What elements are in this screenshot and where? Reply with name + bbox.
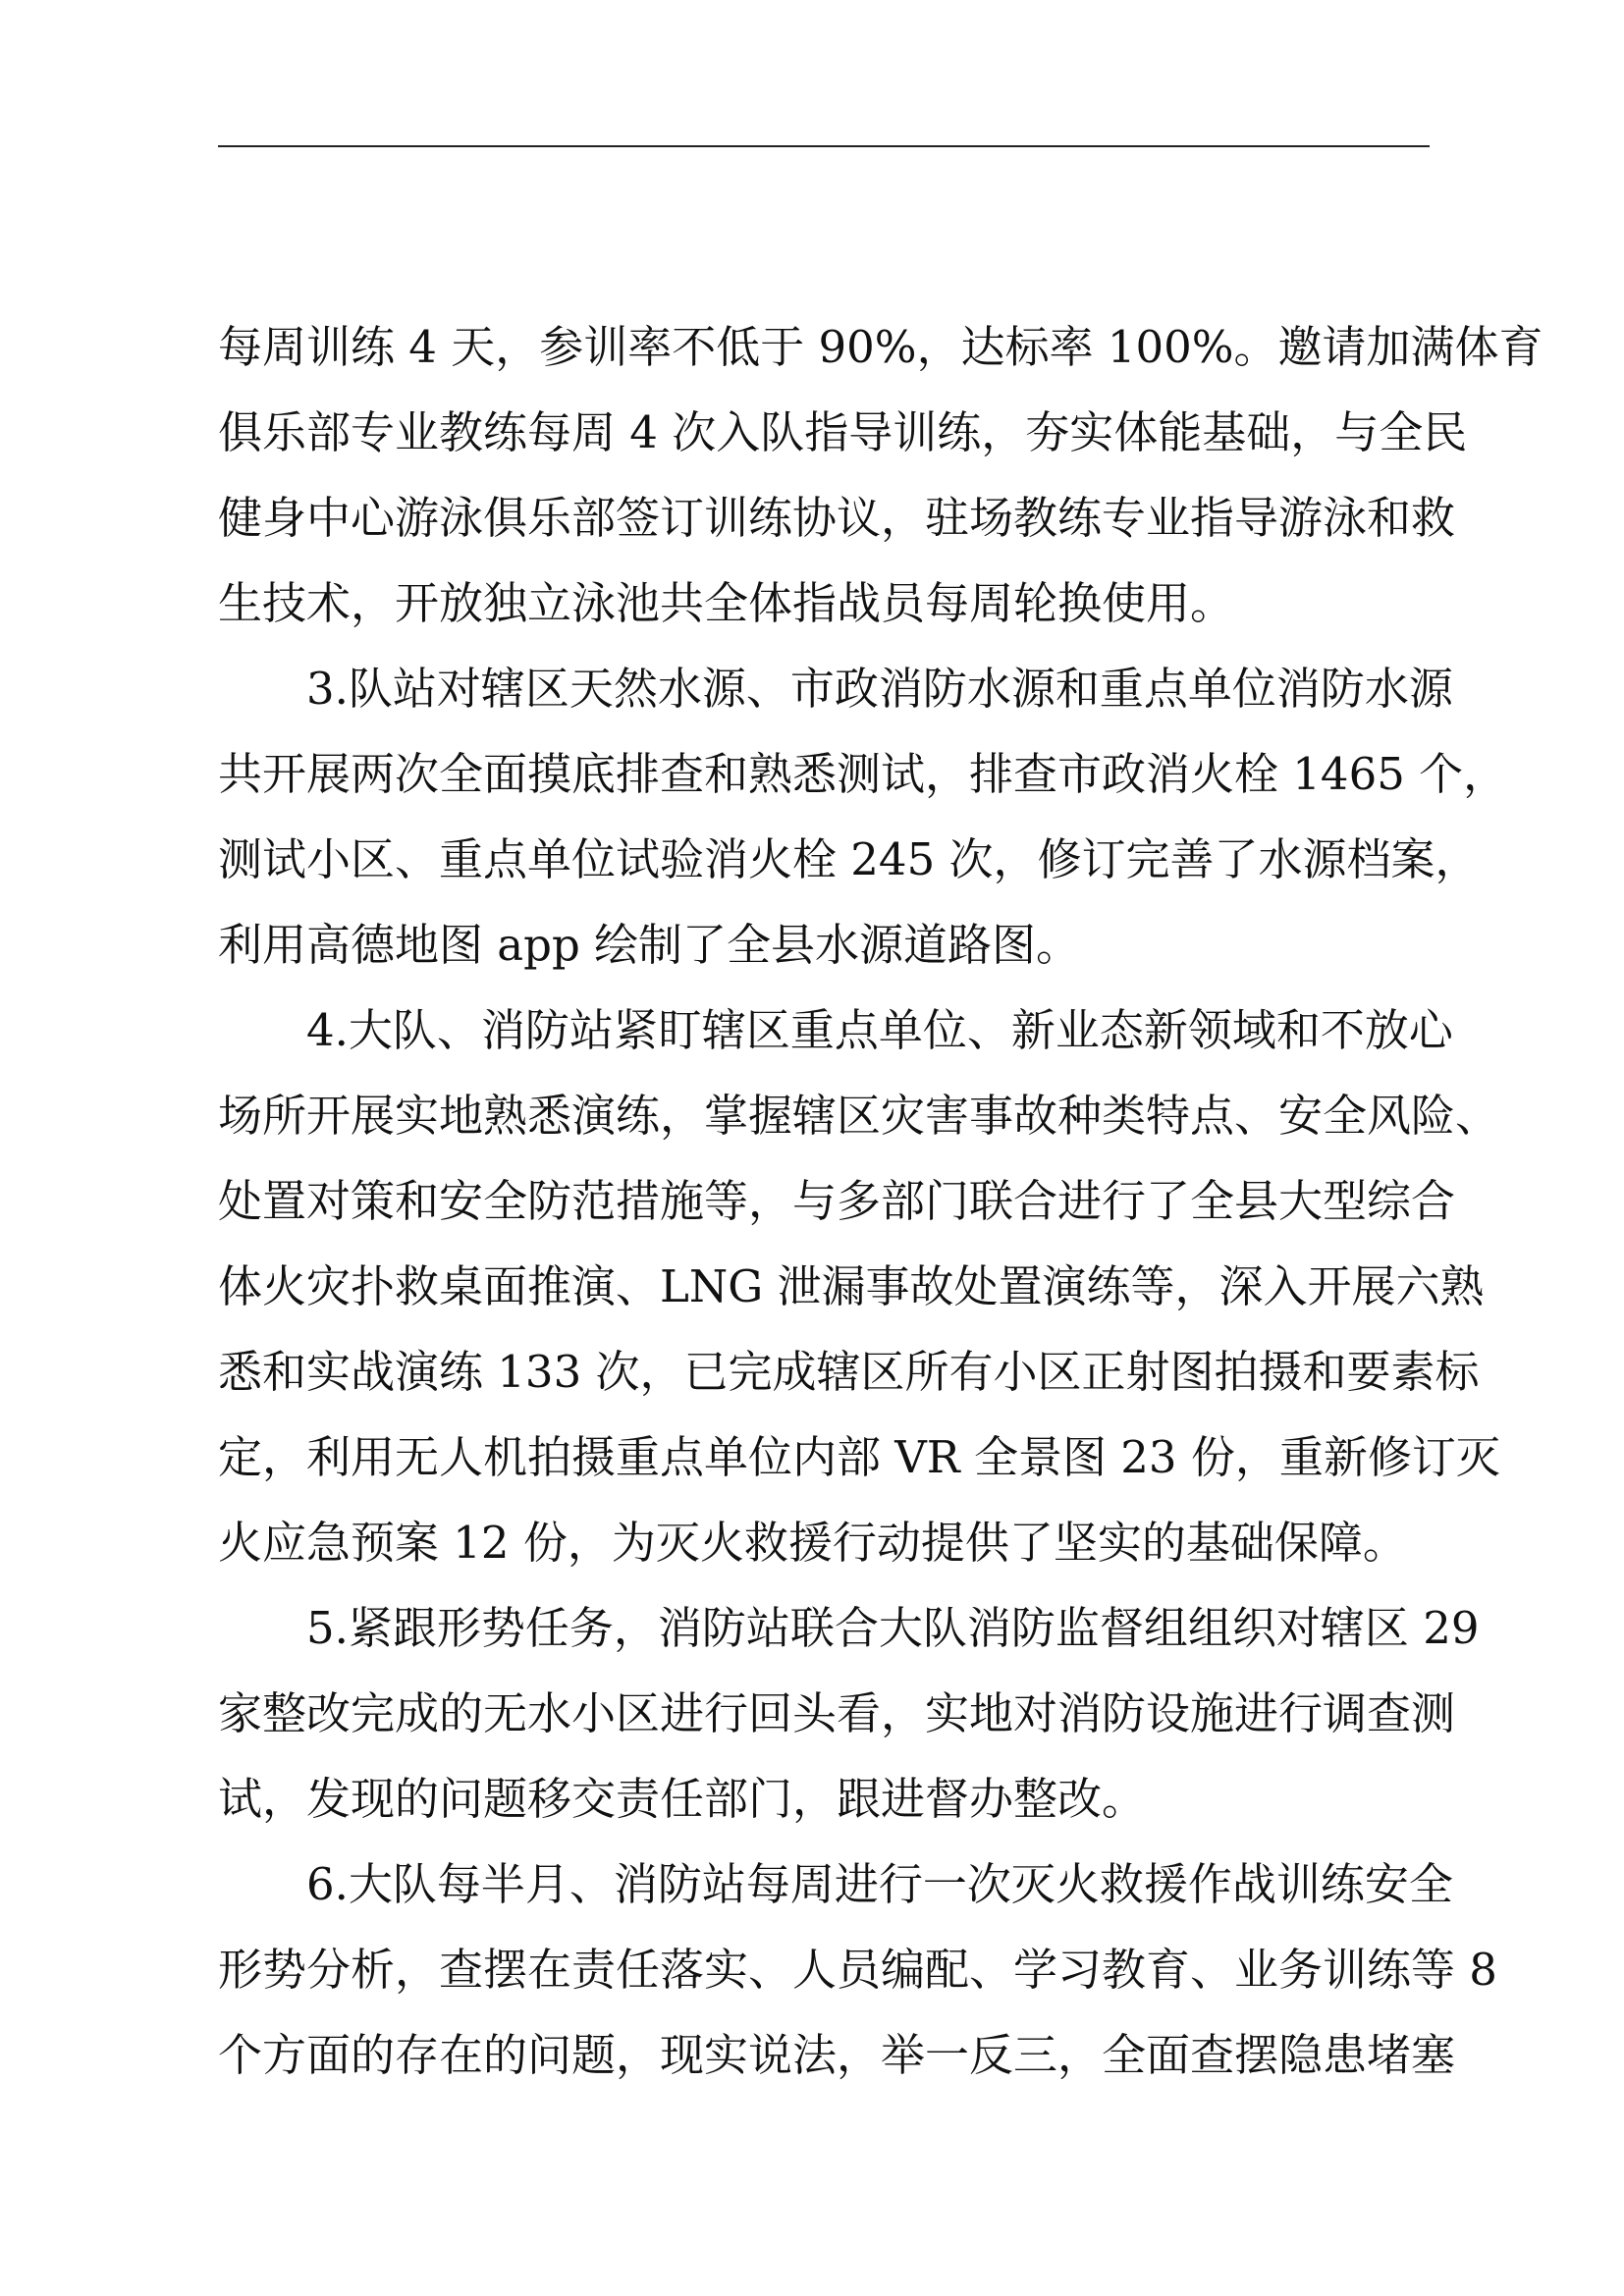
document-body (218, 304, 1543, 2098)
text-line: 悉和实战演练 133 次，已完成辖区所有小区正射图拍摄和要素标 (218, 1346, 1480, 1398)
text-line: 健身中心游泳俱乐部签订训练协议，驻场教练专业指导游泳和救 (218, 492, 1456, 544)
text-line: 场所开展实地熟悉演练，掌握辖区灾害事故种类特点、安全风险、 (218, 1090, 1500, 1142)
text-line: 测试小区、重点单位试验消火栓 245 次，修订完善了水源档案， (218, 833, 1480, 885)
text-line: 形势分析，查摆在责任落实、人员编配、学习教育、业务训练等 8 (218, 1944, 1497, 1996)
text-line: 体火灾扑救桌面推演、LNG 泄漏事故处置演练等，深入开展六熟 (218, 1260, 1485, 1312)
paragraph-item-4 (218, 988, 1500, 1585)
text-line: 生技术，开放独立泳池共全体指战员每周轮换使用。 (218, 577, 1235, 629)
text-line: 个方面的存在的问题，现实说法，举一反三，全面查摆隐患堵塞 (218, 2029, 1456, 2081)
text-line: 6.大队每半月、消防站每周进行一次灭火救援作战训练安全 (306, 1858, 1453, 1910)
text-line: 处置对策和安全防范措施等，与多部门联合进行了全县大型综合 (218, 1175, 1456, 1227)
paragraph-training-continued (218, 304, 1543, 646)
text-line: 5.紧跟形势任务，消防站联合大队消防监督组组织对辖区 29 (306, 1602, 1480, 1654)
text-line: 4.大队、消防站紧盯辖区重点单位、新业态新领域和不放心 (306, 1004, 1453, 1056)
text-line: 定，利用无人机拍摄重点单位内部 VR 全景图 23 份，重新修订灭 (218, 1431, 1500, 1483)
text-line: 每周训练 4 天，参训率不低于 90%，达标率 100%。邀请加满体育 (218, 321, 1543, 373)
paragraph-item-6 (218, 1842, 1497, 2098)
header-rule (218, 145, 1430, 147)
paragraph-item-5 (218, 1585, 1480, 1842)
text-line: 家整改完成的无水小区进行回头看，实地对消防设施进行调查测 (218, 1687, 1456, 1739)
paragraph-item-3 (218, 646, 1508, 988)
text-line: 利用高德地图 app 绘制了全县水源道路图。 (218, 919, 1081, 971)
text-line: 火应急预案 12 份，为灭火救援行动提供了坚实的基础保障。 (218, 1517, 1407, 1569)
text-line: 俱乐部专业教练每周 4 次入队指导训练，夯实体能基础，与全民 (218, 406, 1468, 458)
text-line: 试，发现的问题移交责任部门，跟进督办整改。 (218, 1773, 1147, 1825)
text-line: 3.队站对辖区天然水源、市政消防水源和重点单位消防水源 (306, 663, 1453, 715)
text-line: 共开展两次全面摸底排查和熟悉测试，排查市政消火栓 1465 个， (218, 748, 1508, 800)
